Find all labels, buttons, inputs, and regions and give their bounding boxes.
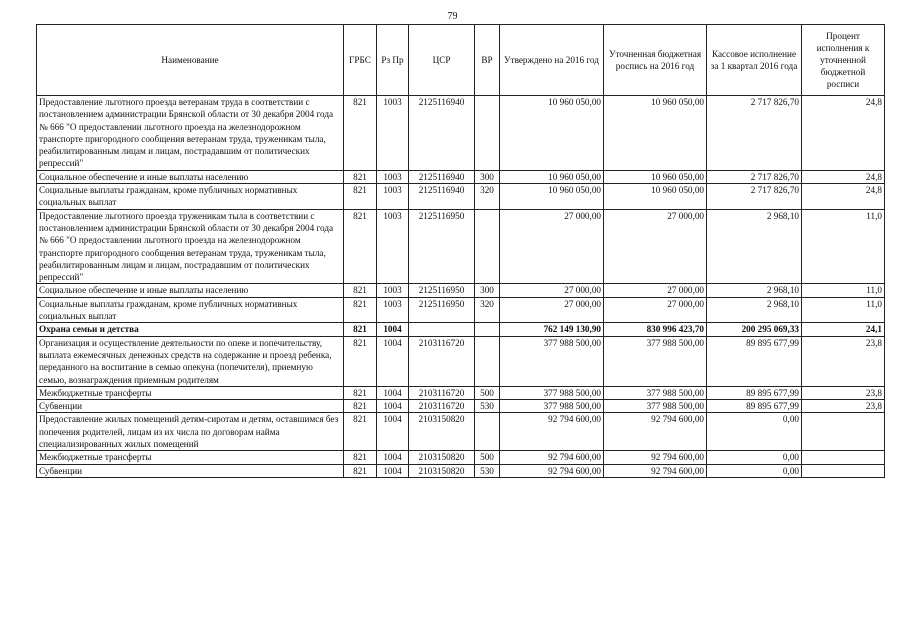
cell-vr [475,413,500,451]
cell-grbs: 821 [344,323,377,336]
header-vr: ВР [475,25,500,96]
cell-approved: 377 988 500,00 [500,386,604,399]
table-row [37,386,885,399]
cell-csr: 2125116950 [409,209,475,284]
cell-rzpr: 1004 [377,323,409,336]
cell-grbs: 821 [344,386,377,399]
cell-name: Охрана семьи и детства [37,323,344,336]
cell-vr: 500 [475,386,500,399]
cell-csr: 2103116720 [409,386,475,399]
cell-vr: 500 [475,451,500,464]
cell-name: Социальное обеспечение и иные выплаты населению [37,170,344,183]
cell-vr [475,209,500,284]
cell-percent: 24,8 [802,170,885,183]
page-number: 79 [447,11,458,22]
cell-percent: 23,8 [802,386,885,399]
cell-csr [409,323,475,336]
header-cash: Кассовое исполнение за 1 квартал 2016 года [707,25,802,96]
header-csr: ЦСР [409,25,475,96]
cell-cash: 0,00 [707,413,802,451]
cell-approved: 92 794 600,00 [500,464,604,477]
cell-vr: 530 [475,464,500,477]
cell-grbs: 821 [344,451,377,464]
cell-grbs: 821 [344,336,377,386]
cell-grbs: 821 [344,209,377,284]
cell-csr: 2103150820 [409,451,475,464]
cell-csr: 2125116940 [409,96,475,171]
cell-csr: 2125116940 [409,170,475,183]
cell-vr: 320 [475,184,500,210]
cell-refined: 10 960 050,00 [604,170,707,183]
cell-percent: 23,8 [802,336,885,386]
table-row [37,284,885,297]
cell-name: Предоставление льготного проезда ветеранам труда в соответствии с постановлением администрации Брянской области от 30 декабря 2004 года № 666 "О предоставлении льготного проезда на железнодорожном транспорте пригородного сообщения ветеранам труда, труженикам тыла, реабилитированным лицам и лицам, пострадавшим от политических репрессий" [37,96,344,171]
cell-name: Межбюджетные трансферты [37,386,344,399]
cell-grbs: 821 [344,413,377,451]
cell-refined: 10 960 050,00 [604,96,707,171]
cell-grbs: 821 [344,464,377,477]
cell-approved: 27 000,00 [500,209,604,284]
cell-percent: 11,0 [802,209,885,284]
table-row [37,184,885,210]
table-row [37,209,885,284]
cell-percent [802,464,885,477]
header-approved: Утверждено на 2016 год [500,25,604,96]
cell-cash: 2 968,10 [707,297,802,323]
cell-cash: 2 717 826,70 [707,170,802,183]
cell-refined: 830 996 423,70 [604,323,707,336]
cell-name: Социальные выплаты гражданам, кроме публичных нормативных социальных выплат [37,184,344,210]
cell-rzpr: 1004 [377,413,409,451]
cell-approved: 92 794 600,00 [500,451,604,464]
cell-approved: 27 000,00 [500,284,604,297]
cell-cash: 89 895 677,99 [707,386,802,399]
header-name: Наименование [37,25,344,96]
cell-rzpr: 1004 [377,386,409,399]
table-row [37,413,885,451]
cell-refined: 27 000,00 [604,284,707,297]
cell-csr: 2103116720 [409,400,475,413]
cell-refined: 27 000,00 [604,297,707,323]
cell-rzpr: 1003 [377,297,409,323]
cell-percent: 11,0 [802,297,885,323]
table-row [37,170,885,183]
cell-rzpr: 1003 [377,209,409,284]
cell-refined: 92 794 600,00 [604,413,707,451]
cell-grbs: 821 [344,400,377,413]
table-row [37,323,885,336]
cell-cash: 2 717 826,70 [707,96,802,171]
cell-csr: 2103150820 [409,413,475,451]
cell-grbs: 821 [344,184,377,210]
table-header-row [37,25,885,96]
table-row [37,336,885,386]
cell-name: Организация и осуществление деятельности по опеке и попечительству, выплата ежемесячных денежных средств на содержание и проезд ребенка, переданного на воспитание в семью опекуна (попечителя), приемную семью, вознаграждения приемным родителям [37,336,344,386]
cell-vr: 530 [475,400,500,413]
cell-cash: 89 895 677,99 [707,336,802,386]
cell-percent [802,413,885,451]
cell-grbs: 821 [344,284,377,297]
cell-grbs: 821 [344,170,377,183]
cell-name: Предоставление жилых помещений детям-сиротам и детям, оставшимся без попечения родителей, лицам из их числа по договорам найма специализированных жилых помещений [37,413,344,451]
budget-table [36,24,885,478]
cell-refined: 10 960 050,00 [604,184,707,210]
cell-approved: 377 988 500,00 [500,400,604,413]
cell-rzpr: 1004 [377,336,409,386]
cell-csr: 2125116940 [409,184,475,210]
cell-percent: 24,1 [802,323,885,336]
cell-approved: 762 149 130,90 [500,323,604,336]
cell-refined: 377 988 500,00 [604,336,707,386]
cell-vr [475,336,500,386]
cell-vr: 320 [475,297,500,323]
cell-rzpr: 1004 [377,464,409,477]
cell-cash: 0,00 [707,464,802,477]
table-body [37,96,885,478]
table-row [37,96,885,171]
cell-csr: 2103116720 [409,336,475,386]
cell-refined: 92 794 600,00 [604,464,707,477]
cell-cash: 0,00 [707,451,802,464]
cell-vr [475,96,500,171]
cell-percent: 24,8 [802,96,885,171]
cell-name: Субвенции [37,400,344,413]
table-row [37,297,885,323]
cell-approved: 10 960 050,00 [500,96,604,171]
cell-approved: 27 000,00 [500,297,604,323]
cell-name: Межбюджетные трансферты [37,451,344,464]
cell-rzpr: 1003 [377,184,409,210]
cell-vr: 300 [475,170,500,183]
cell-vr [475,323,500,336]
header-rzpr: Рз Пр [377,25,409,96]
table-row [37,451,885,464]
cell-approved: 10 960 050,00 [500,170,604,183]
header-refined: Уточненная бюджетная роспись на 2016 год [604,25,707,96]
cell-name: Субвенции [37,464,344,477]
header-grbs: ГРБС [344,25,377,96]
cell-grbs: 821 [344,96,377,171]
cell-name: Социальное обеспечение и иные выплаты населению [37,284,344,297]
header-percent: Процент исполнения к уточненной бюджетной росписи [802,25,885,96]
cell-vr: 300 [475,284,500,297]
cell-cash: 2 968,10 [707,209,802,284]
cell-percent: 11,0 [802,284,885,297]
cell-percent: 23,8 [802,400,885,413]
cell-csr: 2103150820 [409,464,475,477]
cell-refined: 377 988 500,00 [604,386,707,399]
cell-refined: 27 000,00 [604,209,707,284]
cell-cash: 2 717 826,70 [707,184,802,210]
table-row [37,400,885,413]
cell-cash: 2 968,10 [707,284,802,297]
cell-rzpr: 1003 [377,284,409,297]
cell-rzpr: 1003 [377,96,409,171]
cell-percent [802,451,885,464]
cell-refined: 92 794 600,00 [604,451,707,464]
cell-csr: 2125116950 [409,284,475,297]
cell-name: Предоставление льготного проезда труженикам тыла в соответствии с постановлением администрации Брянской области от 30 декабря 2004 года № 666 "О предоставлении льготного проезда на железнодорожном транспорте пригородного сообщения ветеранам труда, труженикам тыла, реабилитированным лицам и лицам, пострадавшим от политических репрессий" [37,209,344,284]
cell-approved: 92 794 600,00 [500,413,604,451]
table-row [37,464,885,477]
cell-refined: 377 988 500,00 [604,400,707,413]
cell-grbs: 821 [344,297,377,323]
cell-name: Социальные выплаты гражданам, кроме публичных нормативных социальных выплат [37,297,344,323]
cell-rzpr: 1003 [377,170,409,183]
cell-rzpr: 1004 [377,400,409,413]
cell-approved: 10 960 050,00 [500,184,604,210]
cell-csr: 2125116950 [409,297,475,323]
cell-rzpr: 1004 [377,451,409,464]
cell-approved: 377 988 500,00 [500,336,604,386]
cell-cash: 89 895 677,99 [707,400,802,413]
cell-cash: 200 295 069,33 [707,323,802,336]
cell-percent: 24,8 [802,184,885,210]
